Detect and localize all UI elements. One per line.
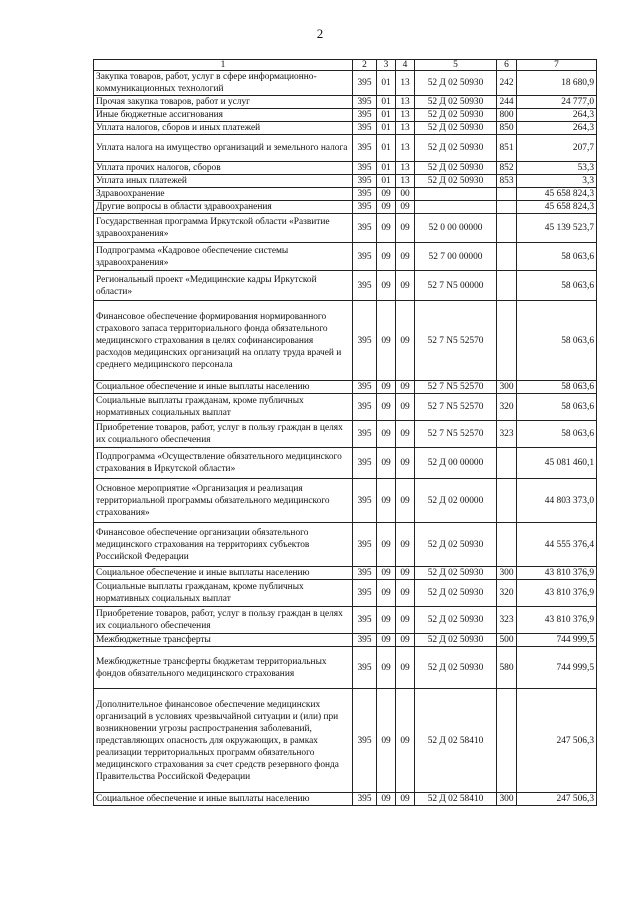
section-cell: 09	[377, 523, 396, 567]
subsection-cell: 09	[396, 647, 415, 689]
amount-cell: 264,3	[517, 122, 597, 135]
section-cell: 09	[377, 214, 396, 243]
amount-cell: 207,7	[517, 135, 597, 162]
target-article-cell: 52 Д 02 50930	[415, 109, 497, 122]
page-number: 2	[316, 26, 324, 41]
admin-code-cell: 395	[353, 135, 377, 162]
admin-code-cell: 395	[353, 96, 377, 109]
target-article-cell: 52 Д 02 50930	[415, 647, 497, 689]
expense-type-cell: 244	[497, 96, 517, 109]
subsection-cell: 09	[396, 394, 415, 421]
section-cell: 09	[377, 580, 396, 607]
expense-type-cell: 852	[497, 162, 517, 175]
column-header: 5	[415, 60, 497, 71]
subsection-cell: 09	[396, 567, 415, 580]
subsection-cell: 13	[396, 135, 415, 162]
expense-type-cell	[497, 479, 517, 523]
section-cell: 09	[377, 394, 396, 421]
expense-type-cell: 323	[497, 607, 517, 634]
expense-type-cell	[497, 188, 517, 201]
column-header: 1	[94, 60, 353, 71]
column-header: 7	[517, 60, 597, 71]
subsection-cell: 09	[396, 689, 415, 793]
amount-cell: 45 658 824,3	[517, 188, 597, 201]
admin-code-cell: 395	[353, 301, 377, 381]
target-article-cell: 52 Д 02 50930	[415, 162, 497, 175]
expense-type-cell: 320	[497, 580, 517, 607]
subsection-cell: 09	[396, 479, 415, 523]
row-name-cell: Социальное обеспечение и иные выплаты населению	[94, 567, 353, 580]
expense-type-cell	[497, 689, 517, 793]
section-cell: 09	[377, 188, 396, 201]
admin-code-cell: 395	[353, 523, 377, 567]
amount-cell: 43 810 376,9	[517, 567, 597, 580]
subsection-cell: 09	[396, 201, 415, 214]
admin-code-cell: 395	[353, 381, 377, 394]
admin-code-cell: 395	[353, 214, 377, 243]
expense-type-cell: 500	[497, 634, 517, 647]
target-article-cell: 52 7 N5 52570	[415, 381, 497, 394]
section-cell: 01	[377, 109, 396, 122]
row-name-cell: Уплата налога на имущество организаций и земельного налога	[94, 135, 353, 162]
table-row	[94, 793, 597, 806]
subsection-cell: 09	[396, 448, 415, 479]
subsection-cell: 13	[396, 96, 415, 109]
row-name-cell: Межбюджетные трансферты бюджетам территориальных фондов обязательного медицинского страхования	[94, 647, 353, 689]
section-cell: 09	[377, 634, 396, 647]
column-header: 2	[353, 60, 377, 71]
subsection-cell: 09	[396, 301, 415, 381]
admin-code-cell: 395	[353, 271, 377, 301]
amount-cell: 18 680,9	[517, 71, 597, 96]
section-cell: 09	[377, 421, 396, 448]
row-name-cell: Финансовое обеспечение организации обязательного медицинского страхования на территориях субъектов Российской Федерации	[94, 523, 353, 567]
admin-code-cell: 395	[353, 607, 377, 634]
row-name-cell: Уплата иных платежей	[94, 175, 353, 188]
row-name-cell: Иные бюджетные ассигнования	[94, 109, 353, 122]
admin-code-cell: 395	[353, 162, 377, 175]
admin-code-cell: 395	[353, 689, 377, 793]
table-row	[94, 201, 597, 214]
expense-type-cell: 242	[497, 71, 517, 96]
subsection-cell: 09	[396, 523, 415, 567]
table-row	[94, 188, 597, 201]
amount-cell: 43 810 376,9	[517, 607, 597, 634]
target-article-cell: 52 Д 02 50930	[415, 523, 497, 567]
subsection-cell: 09	[396, 607, 415, 634]
row-name-cell: Государственная программа Иркутской области «Развитие здравоохранения»	[94, 214, 353, 243]
row-name-cell: Социальные выплаты гражданам, кроме публичных нормативных социальных выплат	[94, 580, 353, 607]
target-article-cell: 52 Д 02 58410	[415, 689, 497, 793]
subsection-cell: 13	[396, 109, 415, 122]
admin-code-cell: 395	[353, 109, 377, 122]
amount-cell: 44 555 376,4	[517, 523, 597, 567]
admin-code-cell: 395	[353, 647, 377, 689]
section-cell: 01	[377, 162, 396, 175]
admin-code-cell: 395	[353, 580, 377, 607]
admin-code-cell: 395	[353, 188, 377, 201]
target-article-cell: 52 7 N5 52570	[415, 394, 497, 421]
section-cell: 01	[377, 71, 396, 96]
section-cell: 09	[377, 243, 396, 271]
section-cell: 09	[377, 479, 396, 523]
expense-type-cell: 300	[497, 381, 517, 394]
subsection-cell: 09	[396, 214, 415, 243]
table-row	[94, 162, 597, 175]
admin-code-cell: 395	[353, 421, 377, 448]
table-row	[94, 122, 597, 135]
admin-code-cell: 395	[353, 201, 377, 214]
row-name-cell: Уплата налогов, сборов и иных платежей	[94, 122, 353, 135]
row-name-cell: Здравоохранение	[94, 188, 353, 201]
expense-type-cell: 850	[497, 122, 517, 135]
expense-type-cell	[497, 201, 517, 214]
target-article-cell	[415, 188, 497, 201]
expense-type-cell	[497, 448, 517, 479]
admin-code-cell: 395	[353, 567, 377, 580]
target-article-cell: 52 Д 02 00000	[415, 479, 497, 523]
row-name-cell: Подпрограмма «Осуществление обязательного медицинского страхования в Иркутской области»	[94, 448, 353, 479]
column-header: 3	[377, 60, 396, 71]
table-header-row	[94, 60, 597, 71]
section-cell: 01	[377, 175, 396, 188]
target-article-cell: 52 7 N5 52570	[415, 421, 497, 448]
amount-cell: 45 081 460,1	[517, 448, 597, 479]
subsection-cell: 09	[396, 580, 415, 607]
row-name-cell: Приобретение товаров, работ, услуг в пользу граждан в целях их социального обеспечения	[94, 607, 353, 634]
target-article-cell: 52 Д 02 50930	[415, 96, 497, 109]
subsection-cell: 13	[396, 71, 415, 96]
row-name-cell: Приобретение товаров, работ, услуг в пользу граждан в целях их социального обеспечения	[94, 421, 353, 448]
section-cell: 01	[377, 135, 396, 162]
section-cell: 09	[377, 689, 396, 793]
subsection-cell: 13	[396, 162, 415, 175]
subsection-cell: 09	[396, 793, 415, 806]
table-row	[94, 175, 597, 188]
row-name-cell: Дополнительное финансовое обеспечение медицинских организаций в условиях чрезвычайной ситуации и (или) при возникновении угрозы распространения заболеваний, представляющих опасность для окружающих, в рамках реализации территориальных программ обязательного медицинского страхования за счет средств резервного фонда Правительства Российской Федерации	[94, 689, 353, 793]
subsection-cell: 09	[396, 381, 415, 394]
row-name-cell: Основное мероприятие «Организация и реализация территориальной программы обязательного медицинского страхования»	[94, 479, 353, 523]
expense-type-cell: 851	[497, 135, 517, 162]
budget-table	[93, 59, 597, 806]
subsection-cell: 09	[396, 634, 415, 647]
target-article-cell: 52 Д 02 50930	[415, 634, 497, 647]
section-cell: 09	[377, 793, 396, 806]
row-name-cell: Социальное обеспечение и иные выплаты населению	[94, 793, 353, 806]
amount-cell: 744 999,5	[517, 647, 597, 689]
target-article-cell: 52 7 N5 00000	[415, 271, 497, 301]
amount-cell: 45 139 523,7	[517, 214, 597, 243]
amount-cell: 3,3	[517, 175, 597, 188]
expense-type-cell: 323	[497, 421, 517, 448]
admin-code-cell: 395	[353, 175, 377, 188]
amount-cell: 45 658 824,3	[517, 201, 597, 214]
section-cell: 09	[377, 201, 396, 214]
amount-cell: 247 506,3	[517, 689, 597, 793]
column-header: 4	[396, 60, 415, 71]
expense-type-cell	[497, 214, 517, 243]
amount-cell: 58 063,6	[517, 301, 597, 381]
admin-code-cell: 395	[353, 479, 377, 523]
amount-cell: 24 777,0	[517, 96, 597, 109]
expense-type-cell	[497, 523, 517, 567]
row-name-cell: Закупка товаров, работ, услуг в сфере информационно-коммуникационных технологий	[94, 71, 353, 96]
table-row	[94, 634, 597, 647]
target-article-cell: 52 7 N5 52570	[415, 301, 497, 381]
row-name-cell: Межбюджетные трансферты	[94, 634, 353, 647]
expense-type-cell: 580	[497, 647, 517, 689]
table-row	[94, 135, 597, 162]
row-name-cell: Другие вопросы в области здравоохранения	[94, 201, 353, 214]
table-row	[94, 567, 597, 580]
subsection-cell: 00	[396, 188, 415, 201]
target-article-cell: 52 Д 02 50930	[415, 175, 497, 188]
section-cell: 09	[377, 647, 396, 689]
target-article-cell: 52 Д 02 50930	[415, 135, 497, 162]
admin-code-cell: 395	[353, 448, 377, 479]
target-article-cell	[415, 201, 497, 214]
subsection-cell: 09	[396, 243, 415, 271]
expense-type-cell: 320	[497, 394, 517, 421]
expense-type-cell	[497, 243, 517, 271]
row-name-cell: Социальные выплаты гражданам, кроме публичных нормативных социальных выплат	[94, 394, 353, 421]
admin-code-cell: 395	[353, 793, 377, 806]
table-row	[94, 381, 597, 394]
amount-cell: 58 063,6	[517, 243, 597, 271]
amount-cell: 43 810 376,9	[517, 580, 597, 607]
amount-cell: 247 506,3	[517, 793, 597, 806]
expense-type-cell: 853	[497, 175, 517, 188]
row-name-cell: Уплата прочих налогов, сборов	[94, 162, 353, 175]
table-row	[94, 301, 597, 381]
table-row	[94, 96, 597, 109]
table-row	[94, 647, 597, 689]
table-row	[94, 523, 597, 567]
expense-type-cell: 300	[497, 793, 517, 806]
row-name-cell: Подпрограмма «Кадровое обеспечение системы здравоохранения»	[94, 243, 353, 271]
section-cell: 09	[377, 607, 396, 634]
expense-type-cell	[497, 271, 517, 301]
table-row	[94, 479, 597, 523]
section-cell: 01	[377, 96, 396, 109]
section-cell: 09	[377, 271, 396, 301]
target-article-cell: 52 7 00 00000	[415, 243, 497, 271]
admin-code-cell: 395	[353, 71, 377, 96]
amount-cell: 58 063,6	[517, 394, 597, 421]
amount-cell: 44 803 373,0	[517, 479, 597, 523]
amount-cell: 264,3	[517, 109, 597, 122]
table-row	[94, 580, 597, 607]
admin-code-cell: 395	[353, 394, 377, 421]
table-row	[94, 271, 597, 301]
target-article-cell: 52 Д 02 50930	[415, 567, 497, 580]
table-row	[94, 243, 597, 271]
target-article-cell: 52 Д 02 58410	[415, 793, 497, 806]
section-cell: 01	[377, 122, 396, 135]
row-name-cell: Социальное обеспечение и иные выплаты населению	[94, 381, 353, 394]
table-row	[94, 109, 597, 122]
admin-code-cell: 395	[353, 634, 377, 647]
table-row	[94, 689, 597, 793]
amount-cell: 58 063,6	[517, 271, 597, 301]
table-row	[94, 214, 597, 243]
amount-cell: 744 999,5	[517, 634, 597, 647]
target-article-cell: 52 Д 02 50930	[415, 71, 497, 96]
admin-code-cell: 395	[353, 243, 377, 271]
column-header: 6	[497, 60, 517, 71]
target-article-cell: 52 Д 00 00000	[415, 448, 497, 479]
subsection-cell: 09	[396, 421, 415, 448]
subsection-cell: 09	[396, 271, 415, 301]
expense-type-cell: 300	[497, 567, 517, 580]
amount-cell: 58 063,6	[517, 421, 597, 448]
expense-type-cell: 800	[497, 109, 517, 122]
target-article-cell: 52 Д 02 50930	[415, 607, 497, 634]
subsection-cell: 13	[396, 175, 415, 188]
section-cell: 09	[377, 381, 396, 394]
target-article-cell: 52 Д 02 50930	[415, 122, 497, 135]
subsection-cell: 13	[396, 122, 415, 135]
expense-type-cell	[497, 301, 517, 381]
table-row	[94, 448, 597, 479]
table-row	[94, 421, 597, 448]
section-cell: 09	[377, 448, 396, 479]
row-name-cell: Региональный проект «Медицинские кадры Иркутской области»	[94, 271, 353, 301]
amount-cell: 53,3	[517, 162, 597, 175]
admin-code-cell: 395	[353, 122, 377, 135]
table-row	[94, 71, 597, 96]
row-name-cell: Прочая закупка товаров, работ и услуг	[94, 96, 353, 109]
table-row	[94, 607, 597, 634]
table-row	[94, 394, 597, 421]
section-cell: 09	[377, 301, 396, 381]
amount-cell: 58 063,6	[517, 381, 597, 394]
target-article-cell: 52 0 00 00000	[415, 214, 497, 243]
target-article-cell: 52 Д 02 50930	[415, 580, 497, 607]
row-name-cell: Финансовое обеспечение формирования нормированного страхового запаса территориального фонда обязательного медицинского страхования в целях софинансирования расходов медицинских организаций на оплату труда врачей и среднего медицинского персонала	[94, 301, 353, 381]
section-cell: 09	[377, 567, 396, 580]
